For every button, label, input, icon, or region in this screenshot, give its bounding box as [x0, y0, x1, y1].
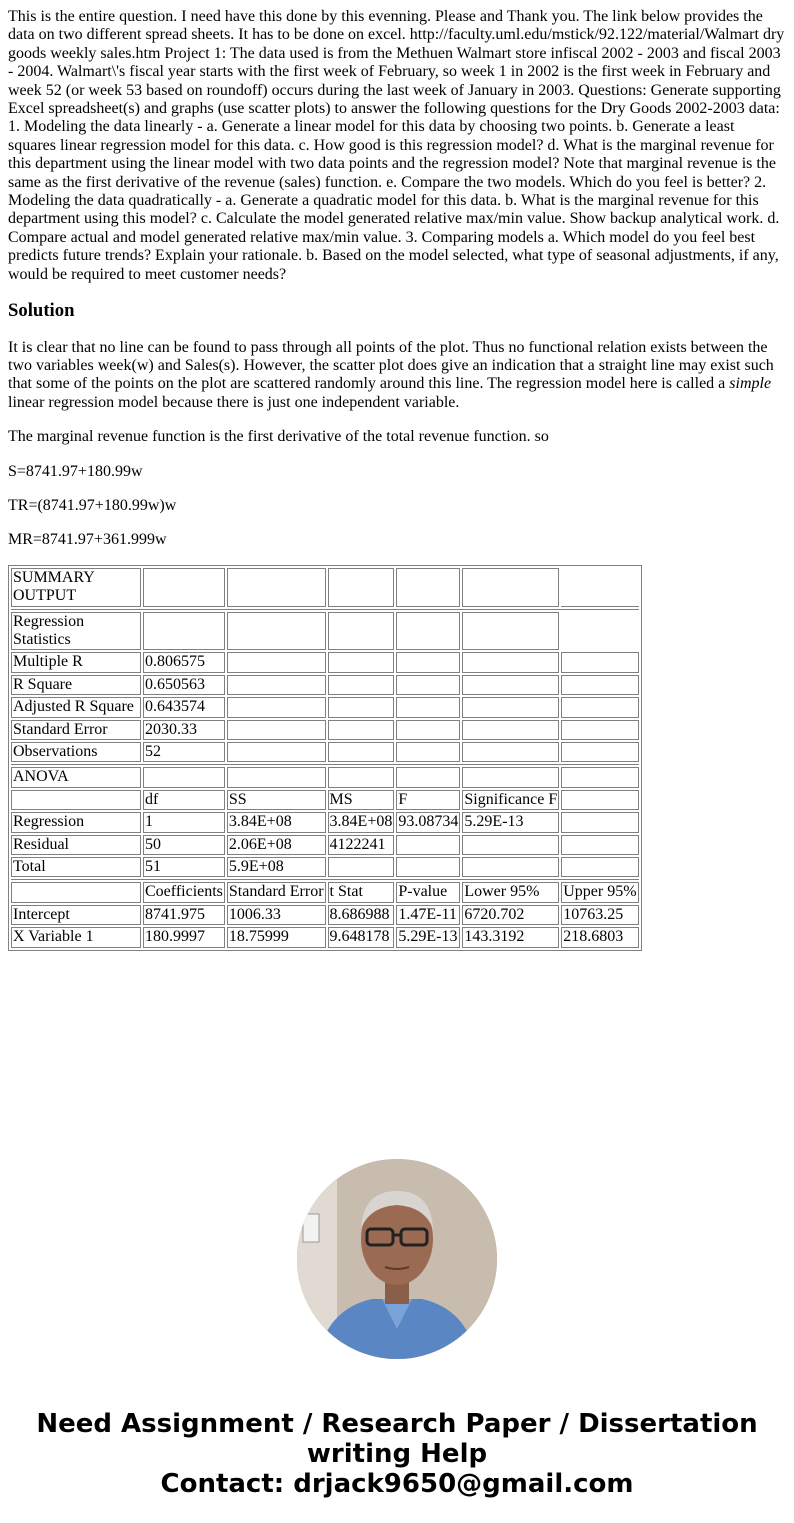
- text: It is clear that no line can be found to pass through all points of the plot. Thus no functional relation exists between the two variables week(w) and Sales(s). However, the scatter plot does give an indication that a straight line may exist such that some of the points on the plot are scattered randomly around this line. The regression model here is called a: [8, 338, 774, 393]
- table-row: [11, 905, 639, 925]
- table-cell: 5.29E-13: [396, 927, 460, 947]
- table-cell: 3.84E+08: [227, 812, 326, 832]
- empty-cell: [328, 767, 395, 787]
- summary-output-title: SUMMARY OUTPUT: [11, 568, 141, 607]
- table-cell: 3.84E+08: [328, 812, 395, 832]
- row-label: [11, 790, 141, 810]
- empty-cell: [143, 568, 225, 607]
- separator: [11, 879, 639, 880]
- empty-cell: [561, 767, 638, 787]
- equation-total-revenue: TR=(8741.97+180.99w)w: [8, 496, 177, 514]
- table-cell: MS: [328, 790, 395, 810]
- table-cell: 1.47E-11: [396, 905, 460, 925]
- table-cell: 93.08734: [396, 812, 460, 832]
- empty-cell: [227, 675, 326, 695]
- empty-cell: [561, 697, 638, 717]
- table-row: [11, 790, 639, 810]
- footer-help-text: Need Assignment / Research Paper / Dissertation writing Help: [36, 1408, 758, 1469]
- table-cell: 4122241: [328, 835, 395, 855]
- table-row: [11, 612, 639, 651]
- empty-cell: [227, 697, 326, 717]
- table-row: [11, 568, 639, 607]
- empty-cell: [561, 742, 638, 762]
- empty-cell: [328, 742, 395, 762]
- table-cell: 8.686988: [328, 905, 395, 925]
- table-cell: Significance F: [462, 790, 559, 810]
- table-cell: 52: [143, 742, 225, 762]
- table-cell: 8741.975: [143, 905, 225, 925]
- solution-paragraph: [8, 339, 786, 413]
- table-cell: 0.643574: [143, 697, 225, 717]
- empty-cell: [396, 652, 460, 672]
- table-row: [11, 835, 639, 855]
- table-cell: SS: [227, 790, 326, 810]
- table-cell: t Stat: [328, 882, 395, 902]
- empty-cell: [227, 612, 326, 651]
- table-cell: Coefficients: [143, 882, 225, 902]
- equation-sales: S=8741.97+180.99w: [8, 462, 143, 480]
- table-row: [11, 857, 639, 877]
- empty-cell: [328, 675, 395, 695]
- table-cell: 2030.33: [143, 720, 225, 740]
- table-cell: [462, 857, 559, 877]
- coefficient-rows: [11, 882, 639, 947]
- footer-contact-email: Contact: drjack9650@gmail.com: [160, 1468, 634, 1499]
- regression-summary-table: [8, 565, 642, 951]
- table-cell: Lower 95%: [462, 882, 559, 902]
- table-cell: 9.648178: [328, 927, 395, 947]
- empty-cell: [328, 568, 395, 607]
- statistics-rows: [11, 652, 639, 762]
- empty-cell: [227, 767, 326, 787]
- empty-cell: [396, 720, 460, 740]
- table-cell: 5.9E+08: [227, 857, 326, 877]
- table-cell: 0.650563: [143, 675, 225, 695]
- table-cell: 18.75999: [227, 927, 326, 947]
- empty-cell: [396, 742, 460, 762]
- table-cell: [396, 835, 460, 855]
- table-cell: 10763.25: [561, 905, 638, 925]
- table-row: [11, 697, 639, 717]
- separator: [11, 764, 639, 765]
- empty-cell: [328, 652, 395, 672]
- separator-cell: [11, 879, 639, 880]
- table-row: [11, 812, 639, 832]
- contact-footer: [8, 1409, 786, 1499]
- table-row: [11, 742, 639, 762]
- solution-heading: Solution: [8, 300, 75, 322]
- empty-cell: [396, 697, 460, 717]
- table-row: [11, 720, 639, 740]
- empty-cell: [462, 612, 559, 651]
- empty-cell: [561, 675, 638, 695]
- empty-cell: [143, 612, 225, 651]
- row-label: Regression: [11, 812, 141, 832]
- table-cell: 51: [143, 857, 225, 877]
- row-label: Residual: [11, 835, 141, 855]
- table-cell: P-value: [396, 882, 460, 902]
- row-label: [11, 882, 141, 902]
- table-cell: [462, 835, 559, 855]
- table-cell: [561, 812, 638, 832]
- table-row: [11, 927, 639, 947]
- author-photo-avatar: [297, 1159, 497, 1359]
- empty-cell: [462, 742, 559, 762]
- row-label: Multiple R: [11, 652, 141, 672]
- emphasis: simple: [729, 375, 772, 393]
- empty-cell: [396, 767, 460, 787]
- row-label: Total: [11, 857, 141, 877]
- empty-cell: [396, 612, 460, 651]
- empty-cell: [561, 568, 638, 607]
- empty-cell: [462, 720, 559, 740]
- empty-cell: [227, 742, 326, 762]
- empty-cell: [561, 612, 638, 651]
- anova-title: ANOVA: [11, 767, 141, 787]
- avatar-container: [8, 1159, 786, 1359]
- empty-cell: [328, 720, 395, 740]
- table-row: [11, 675, 639, 695]
- empty-cell: [462, 568, 559, 607]
- table-cell: 5.29E-13: [462, 812, 559, 832]
- regression-statistics-title: Regression Statistics: [11, 612, 141, 651]
- table-cell: [561, 835, 638, 855]
- table-cell: 180.9997: [143, 927, 225, 947]
- empty-cell: [462, 652, 559, 672]
- marginal-revenue-paragraph: The marginal revenue function is the first derivative of the total revenue function. so: [8, 428, 549, 446]
- table-cell: Standard Error: [227, 882, 326, 902]
- separator-cell: [11, 609, 639, 610]
- row-label: Standard Error: [11, 720, 141, 740]
- separator: [11, 609, 639, 610]
- anova-rows: [11, 790, 639, 878]
- table-cell: [328, 857, 395, 877]
- separator-cell: [11, 764, 639, 765]
- empty-cell: [143, 767, 225, 787]
- empty-cell: [328, 612, 395, 651]
- table-cell: [396, 857, 460, 877]
- table-cell: 1: [143, 812, 225, 832]
- row-label: Intercept: [11, 905, 141, 925]
- empty-cell: [561, 720, 638, 740]
- empty-cell: [227, 720, 326, 740]
- empty-cell: [396, 675, 460, 695]
- table-cell: 2.06E+08: [227, 835, 326, 855]
- empty-cell: [462, 675, 559, 695]
- table-cell: [561, 857, 638, 877]
- empty-cell: [396, 568, 460, 607]
- table-cell: df: [143, 790, 225, 810]
- table-cell: 143.3192: [462, 927, 559, 947]
- table-cell: 6720.702: [462, 905, 559, 925]
- table-cell: 1006.33: [227, 905, 326, 925]
- table-cell: 218.6803: [561, 927, 638, 947]
- table-cell: 50: [143, 835, 225, 855]
- table-cell: 0.806575: [143, 652, 225, 672]
- empty-cell: [227, 652, 326, 672]
- row-label: X Variable 1: [11, 927, 141, 947]
- row-label: Adjusted R Square: [11, 697, 141, 717]
- empty-cell: [561, 652, 638, 672]
- empty-cell: [328, 697, 395, 717]
- table-row: [11, 882, 639, 902]
- row-label: R Square: [11, 675, 141, 695]
- table-row: [11, 652, 639, 672]
- table-cell: F: [396, 790, 460, 810]
- table-cell: [561, 790, 638, 810]
- empty-cell: [462, 767, 559, 787]
- question-text: This is the entire question. I need have this done by this evenning. Please and Thank you. The link below provides the data on two different spread sheets. It has to be done on excel. http://faculty.uml.edu/mstick/92.122/material/Walmart dry goods weekly sales.htm Project 1: The data used is from the Methuen Walmart store infiscal 2002 - 2003 and fiscal 2003 - 2004. Walmart\'s fiscal year starts with the first week of February, so week 1 in 2002 is the first week in February and week 52 (or week 53 based on roundoff) occurs during the last week of January in 2003. Questions: Generate supporting Excel spreadsheet(s) and graphs (use scatter plots) to answer the following questions for the Dry Goods 2002-2003 data: 1. Modeling the data linearly - a. Generate a linear model for this data by choosing two points. b. Generate a least squares linear regression model for this data. c. How good is this regression model? d. What is the marginal revenue for this department using the linear model with two data points and the regression model? Note that marginal revenue is the same as the first derivative of the revenue (sales) function. e. Compare the two models. Which do you feel is better? 2. Modeling the data quadratically - a. Generate a quadratic model for this data. b. What is the marginal revenue for this department using this model? c. Calculate the model generated relative max/min value. Show backup analytical work. d. Compare actual and model generated relative max/min value. 3. Comparing models a. Which model do you feel best predicts future trends? Explain your rationale. b. Based on the model selected, what type of seasonal adjustments, if any, would be required to meet customer needs?: [8, 8, 785, 283]
- equation-marginal-revenue: MR=8741.97+361.999w: [8, 531, 167, 549]
- empty-cell: [227, 568, 326, 607]
- empty-cell: [462, 697, 559, 717]
- person-photo-icon: [297, 1159, 497, 1359]
- text: linear regression model because there is just one independent variable.: [8, 393, 460, 411]
- table-cell: Upper 95%: [561, 882, 638, 902]
- row-label: Observations: [11, 742, 141, 762]
- table-row: [11, 767, 639, 787]
